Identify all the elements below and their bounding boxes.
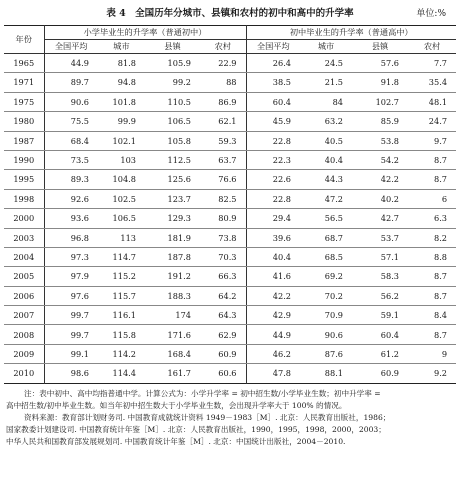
table-row: [4, 247, 456, 266]
value-cell: 73.8: [200, 228, 246, 247]
value-cell: 102.1: [98, 131, 145, 150]
value-cell: 44.9: [246, 325, 300, 344]
value-cell: 7.7: [408, 54, 456, 73]
value-cell: 44.9: [44, 54, 98, 73]
table-row: [4, 306, 456, 325]
value-cell: 8.7: [408, 325, 456, 344]
value-cell: 102.5: [98, 189, 145, 208]
value-cell: 48.1: [408, 92, 456, 111]
value-cell: 22.8: [246, 189, 300, 208]
year-cell: 1987: [4, 131, 44, 150]
year-cell: 2008: [4, 325, 44, 344]
value-cell: 188.3: [145, 286, 200, 305]
subheader-county-town: 县镇: [145, 40, 200, 54]
value-cell: 29.4: [246, 209, 300, 228]
value-cell: 41.6: [246, 267, 300, 286]
source-line: 中华人民共和国教育部发展规划司. 中国教育统计年鉴［M］. 北京：中国统计出版社，2004－2010.: [6, 436, 346, 446]
year-cell: 2003: [4, 228, 44, 247]
value-cell: 56.2: [352, 286, 408, 305]
value-cell: 40.2: [352, 189, 408, 208]
value-cell: 68.7: [300, 228, 352, 247]
table-row: [4, 150, 456, 169]
table-row: [4, 364, 456, 383]
value-cell: 42.9: [246, 306, 300, 325]
subheader-city: 城市: [98, 40, 145, 54]
value-cell: 99.2: [145, 73, 200, 92]
value-cell: 90.6: [44, 92, 98, 111]
subheader-county-town: 县镇: [352, 40, 408, 54]
year-cell: 2004: [4, 247, 44, 266]
table-caption: [4, 6, 456, 22]
value-cell: 45.9: [246, 112, 300, 131]
year-header: 年份: [4, 26, 44, 54]
table-notes: [4, 388, 456, 448]
value-cell: 70.3: [200, 247, 246, 266]
value-cell: 47.2: [300, 189, 352, 208]
value-cell: 47.8: [272, 368, 292, 379]
value-cell: 102.7: [352, 92, 408, 111]
year-cell: 2000: [4, 209, 44, 228]
value-cell: 53.7: [352, 228, 408, 247]
table-row: [4, 112, 456, 131]
value-cell: 181.9: [145, 228, 200, 247]
value-cell: 101.8: [98, 92, 145, 111]
value-cell: 8.7: [408, 267, 456, 286]
value-cell: 168.4: [145, 344, 200, 363]
value-cell: 64.3: [200, 306, 246, 325]
source-line: 国家教委计划建设司. 中国教育统计年鉴［M］. 北京：人民教育出版社，1990，1995，1998，2000，2003；: [6, 424, 386, 434]
value-cell: 106.5: [145, 112, 200, 131]
table-row: [4, 170, 456, 189]
value-cell: 191.2: [145, 267, 200, 286]
value-cell: 26.4: [246, 54, 300, 73]
value-cell: 62.9: [200, 325, 246, 344]
value-cell: 56.5: [300, 209, 352, 228]
value-cell: 8.7: [408, 286, 456, 305]
table-row: [4, 325, 456, 344]
value-cell: 187.8: [145, 247, 200, 266]
value-cell: 53.8: [352, 131, 408, 150]
table-row: [4, 92, 456, 111]
unit-label: 单位:%: [416, 9, 446, 19]
value-cell: 8.2: [408, 228, 456, 247]
value-cell: 171.6: [145, 325, 200, 344]
value-cell: 116.1: [98, 306, 145, 325]
table-row: [4, 209, 456, 228]
value-cell: 89.7: [44, 73, 98, 92]
value-cell: 80.9: [200, 209, 246, 228]
value-cell: 129.3: [145, 209, 200, 228]
value-cell: 40.5: [300, 131, 352, 150]
primary-group-header: 小学毕业生的升学率（普通初中）: [44, 26, 246, 40]
table-row: [4, 73, 456, 92]
value-cell: 82.5: [200, 189, 246, 208]
value-cell: 90.6: [300, 325, 352, 344]
value-cell: 8.8: [408, 247, 456, 266]
value-cell: 22.3: [246, 150, 300, 169]
table-row: [4, 267, 456, 286]
value-cell: 46.2: [246, 344, 300, 363]
subheader-rural: 农村: [408, 40, 456, 54]
value-cell: 9.7: [408, 131, 456, 150]
year-cell: 1995: [4, 170, 44, 189]
value-cell: 44.3: [300, 170, 352, 189]
value-cell: 69.2: [300, 267, 352, 286]
value-cell: 104.8: [98, 170, 145, 189]
value-cell: 57.1: [352, 247, 408, 266]
value-cell: 87.6: [300, 344, 352, 363]
year-cell: 1965: [4, 54, 44, 73]
value-cell: 99.9: [98, 112, 145, 131]
value-cell: 96.8: [44, 228, 98, 247]
value-cell: 35.4: [408, 73, 456, 92]
value-cell: 8.7: [408, 150, 456, 169]
year-cell: 1971: [4, 73, 44, 92]
value-cell: 70.9: [300, 306, 352, 325]
year-cell: 2007: [4, 306, 44, 325]
value-cell: 93.6: [44, 209, 98, 228]
value-cell: 59.3: [200, 131, 246, 150]
year-cell: 2006: [4, 286, 44, 305]
table-title: 全国历年分城市、县镇和农村的初中和高中的升学率: [135, 8, 354, 19]
value-cell: 89.3: [44, 170, 98, 189]
table-number: 表 4: [106, 8, 126, 19]
value-cell: 114.2: [98, 344, 145, 363]
value-cell: 64.2: [200, 286, 246, 305]
value-cell: 86.9: [200, 92, 246, 111]
value-cell: 59.1: [352, 306, 408, 325]
table-body: [4, 54, 456, 384]
value-cell: 114.4: [112, 368, 136, 379]
note-line: 高中招生数/初中毕业生数。如当年初中招生数大于小学毕业生数，会出现升学率大于 100% 的情况。: [6, 400, 347, 410]
value-cell: 22.8: [246, 131, 300, 150]
value-cell: 39.6: [246, 228, 300, 247]
subheader-national-avg: 全国平均: [44, 40, 98, 54]
junior-group-header: 初中毕业生的升学率（普通高中）: [246, 26, 456, 40]
value-cell: 115.2: [98, 267, 145, 286]
value-cell: 40.4: [246, 247, 300, 266]
source-line: 资料来源：教育部计划财务司. 中国教育成就统计资料 1949－1983［M］. 北京：人民教育出版社，1986；: [24, 412, 391, 422]
value-cell: 22.9: [200, 54, 246, 73]
value-cell: 60.4: [246, 92, 300, 111]
year-cell: 1975: [4, 92, 44, 111]
value-cell: 97.6: [44, 286, 98, 305]
value-cell: 22.6: [246, 170, 300, 189]
value-cell: 38.5: [246, 73, 300, 92]
value-cell: 97.9: [44, 267, 98, 286]
value-cell: 105.8: [145, 131, 200, 150]
value-cell: 42.2: [246, 286, 300, 305]
year-cell: 1990: [4, 150, 44, 169]
value-cell: 112.5: [145, 150, 200, 169]
value-cell: 125.6: [145, 170, 200, 189]
value-cell: 60.4: [352, 325, 408, 344]
year-cell: 1998: [4, 189, 44, 208]
value-cell: 68.5: [300, 247, 352, 266]
value-cell: 88.1: [324, 368, 344, 379]
value-cell: 76.6: [200, 170, 246, 189]
value-cell: 115.8: [98, 325, 145, 344]
value-cell: 21.5: [300, 73, 352, 92]
value-cell: 84: [300, 92, 352, 111]
value-cell: 114.7: [98, 247, 145, 266]
value-cell: 8.7: [408, 170, 456, 189]
value-cell: 60.9: [200, 344, 246, 363]
value-cell: 161.7: [167, 368, 191, 379]
value-cell: 6: [408, 189, 456, 208]
value-cell: 9.2: [434, 368, 448, 379]
year-cell: 1980: [4, 112, 44, 131]
value-cell: 63.2: [300, 112, 352, 131]
value-cell: 105.9: [145, 54, 200, 73]
subheader-national-avg: 全国平均: [246, 40, 300, 54]
value-cell: 60.6: [200, 364, 246, 383]
value-cell: 110.5: [145, 92, 200, 111]
value-cell: 85.9: [352, 112, 408, 131]
value-cell: 70.2: [300, 286, 352, 305]
value-cell: 63.7: [200, 150, 246, 169]
value-cell: 57.6: [352, 54, 408, 73]
value-cell: 9: [408, 344, 456, 363]
value-cell: 8.4: [408, 306, 456, 325]
value-cell: 99.7: [44, 325, 98, 344]
note-line: 注：表中初中、高中均指普通中学。计算公式为：小学升学率 = 初中招生数/小学毕业生数；初中升学率 =: [24, 388, 381, 398]
subheader-rural: 农村: [200, 40, 246, 54]
value-cell: 24.7: [408, 112, 456, 131]
table-row: [4, 344, 456, 363]
value-cell: 106.5: [98, 209, 145, 228]
subheader-city: 城市: [300, 40, 352, 54]
value-cell: 115.7: [98, 286, 145, 305]
year-cell: 2005: [4, 267, 44, 286]
value-cell: 98.6: [70, 368, 89, 379]
value-cell: 81.8: [98, 54, 145, 73]
value-cell: 97.3: [44, 247, 98, 266]
value-cell: 103: [98, 150, 145, 169]
table-row: [4, 286, 456, 305]
value-cell: 75.5: [44, 112, 98, 131]
value-cell: 99.7: [44, 306, 98, 325]
enrollment-rate-table: [4, 25, 456, 384]
value-cell: 40.4: [300, 150, 352, 169]
value-cell: 58.3: [352, 267, 408, 286]
year-cell: 2010: [4, 364, 44, 383]
value-cell: 24.5: [300, 54, 352, 73]
value-cell: 60.9: [380, 368, 400, 379]
value-cell: 61.2: [352, 344, 408, 363]
value-cell: 174: [145, 306, 200, 325]
table-row: [4, 228, 456, 247]
table-row: [4, 131, 456, 150]
value-cell: 113: [98, 228, 145, 247]
value-cell: 66.3: [200, 267, 246, 286]
value-cell: 88: [200, 73, 246, 92]
value-cell: 94.8: [98, 73, 145, 92]
table-row: [4, 54, 456, 73]
value-cell: 99.1: [44, 344, 98, 363]
value-cell: 42.2: [352, 170, 408, 189]
value-cell: 6.3: [408, 209, 456, 228]
table-row: [4, 189, 456, 208]
value-cell: 73.5: [44, 150, 98, 169]
value-cell: 123.7: [145, 189, 200, 208]
value-cell: 91.8: [352, 73, 408, 92]
value-cell: 68.4: [44, 131, 98, 150]
year-cell: 2009: [4, 344, 44, 363]
value-cell: 92.6: [44, 189, 98, 208]
value-cell: 42.7: [352, 209, 408, 228]
value-cell: 62.1: [200, 112, 246, 131]
value-cell: 54.2: [352, 150, 408, 169]
